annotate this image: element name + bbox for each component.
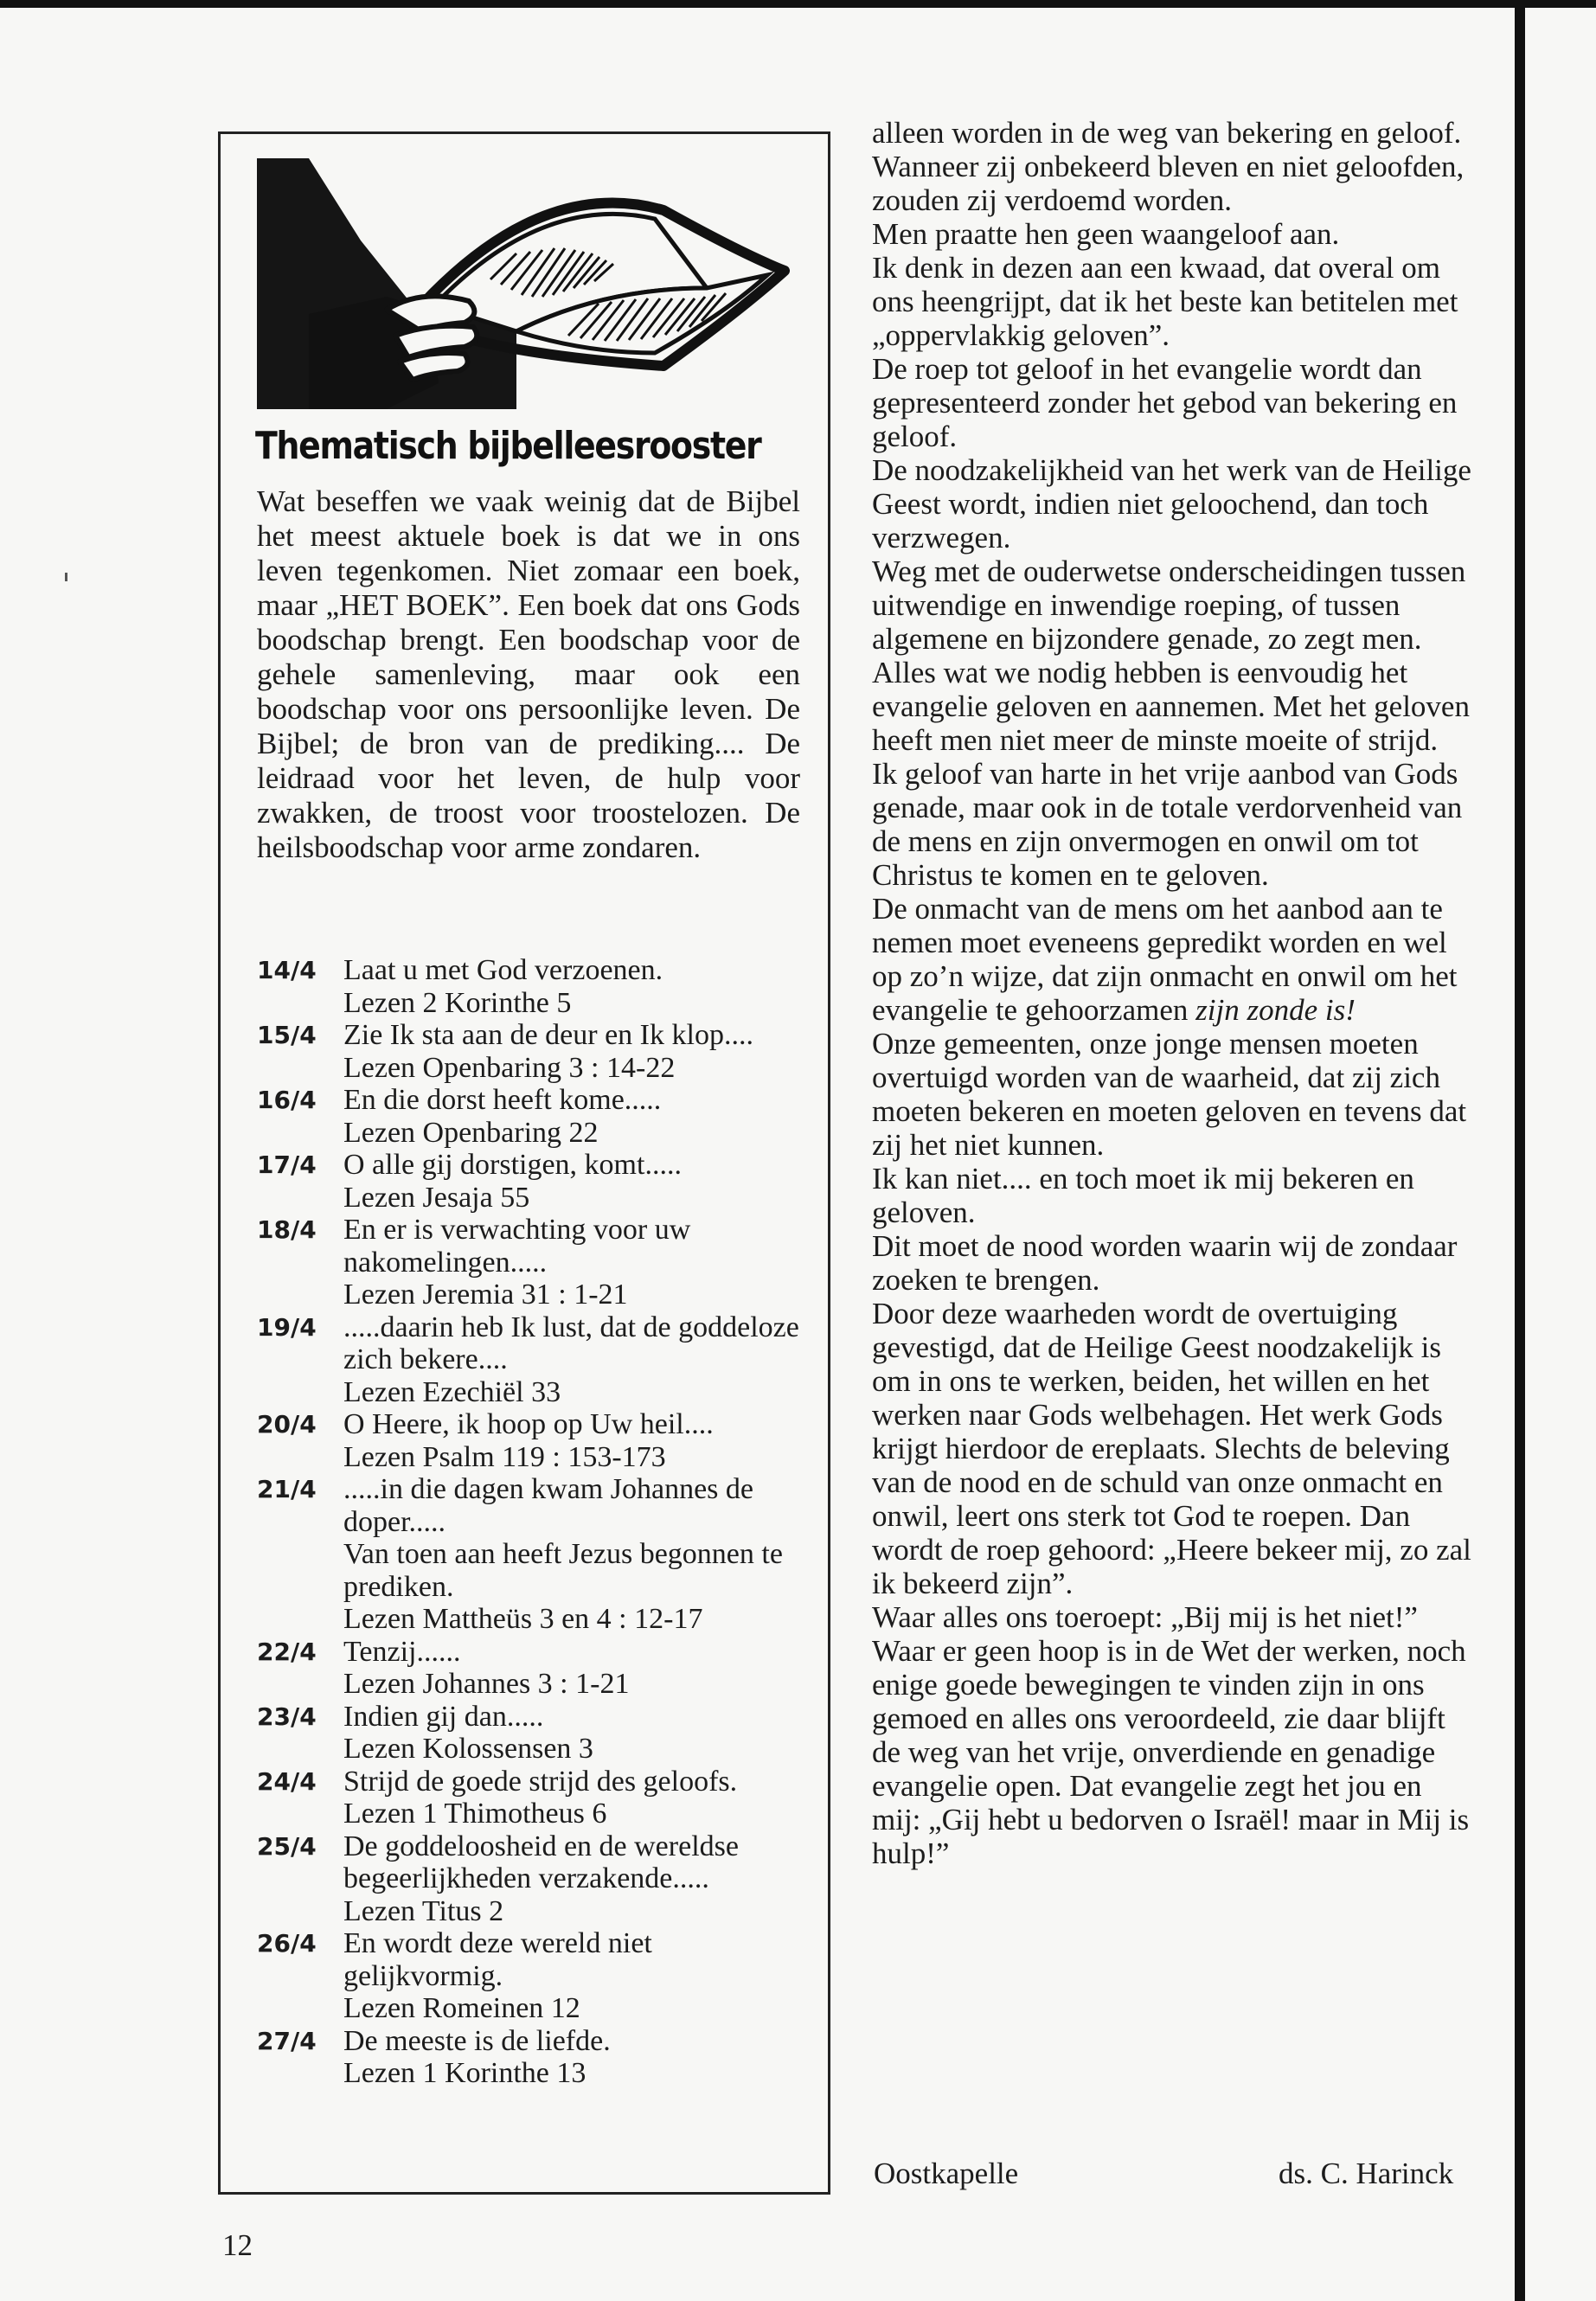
- schedule-text: .....daarin heb Ik lust, dat de goddeloze zich bekere....: [343, 1311, 799, 1375]
- hand-holding-open-bible-icon: [257, 158, 795, 409]
- schedule-date: 21/4: [257, 1475, 317, 1503]
- schedule-entry: [257, 1636, 802, 1701]
- article-paragraph: Weg met de ouderwetse onderscheidingen tussen uitwendige en inwendige roeping, of tussen algemene en bijzondere genade, zo zegt men. Alles wat we nodig hebben is eenvoudig het evangelie geloven en aannemen. Met het geloven heeft men niet meer de minste moeite of strijd.: [872, 554, 1470, 757]
- top-rule: [0, 0, 1596, 8]
- schedule-date: 24/4: [257, 1766, 317, 1796]
- schedule-entry: [257, 1019, 802, 1084]
- schedule-text: De meeste is de liefde.: [343, 2024, 611, 2057]
- schedule-reading: Lezen 1 Thimotheus 6: [343, 1798, 607, 1830]
- schedule-entry: [257, 1311, 802, 1409]
- scan-speck: [65, 573, 67, 581]
- article-column: [872, 116, 1477, 1870]
- schedule-date: 25/4: [257, 1831, 317, 1861]
- schedule-entry: [257, 1766, 802, 1830]
- schedule-text: Laat u met God verzoenen.: [343, 954, 663, 986]
- emphasis-text: zijn zonde is!: [1195, 993, 1356, 1027]
- schedule-text: Van toen aan heeft Jezus begonnen te prediken.: [343, 1538, 783, 1603]
- bible-reading-schedule-box: [218, 131, 830, 2195]
- schedule-text: De goddeloosheid en de wereldse begeerlijkheden verzakende.....: [343, 1830, 739, 1894]
- article-paragraph: Ik kan niet.... en toch moet ik mij bekeren en geloven.: [872, 1162, 1414, 1229]
- schedule-entry: [257, 1701, 802, 1766]
- page-number: 12: [222, 2228, 253, 2262]
- reading-schedule: [257, 954, 802, 2090]
- schedule-date: 22/4: [257, 1637, 317, 1666]
- schedule-entry: [257, 1830, 802, 1928]
- place-signature: Oostkapelle: [874, 2157, 1019, 2190]
- schedule-reading: Lezen Kolossensen 3: [343, 1733, 593, 1765]
- schedule-reading: Lezen Openbaring 22: [343, 1116, 599, 1149]
- box-title: Thematisch bijbelleesrooster: [255, 424, 761, 468]
- schedule-text: O Heere, ik hoop op Uw heil....: [343, 1408, 714, 1440]
- author-signature: ds. C. Harinck: [1279, 2157, 1454, 2190]
- schedule-reading: Lezen 2 Korinthe 5: [343, 986, 572, 1019]
- schedule-reading: Lezen 1 Korinthe 13: [343, 2057, 586, 2089]
- schedule-date: 18/4: [257, 1215, 317, 1244]
- schedule-text: En wordt deze wereld niet gelijkvormig.: [343, 1927, 652, 1992]
- schedule-text: .....in die dagen kwam Johannes de doper.....: [343, 1473, 753, 1538]
- article-paragraph: Waar alles ons toeroept: „Bij mij is het niet!” Waar er geen hoop is in de Wet der werken, noch enige goede bewegingen te vinden zijn in ons gemoed en alles ons veroordeeld, zie daar blijft de weg van het vrije, onverdiende en genadige evangelie open. Dat evangelie zegt het jou en mij: „Gij hebt u bedorven o Israël! maar in Mij is hulp!”: [872, 1600, 1470, 1870]
- schedule-date: 14/4: [257, 956, 317, 984]
- schedule-reading: Lezen Psalm 119 : 153-173: [343, 1440, 666, 1473]
- schedule-date: 19/4: [257, 1312, 317, 1342]
- schedule-entry: [257, 954, 802, 1019]
- schedule-entry: [257, 1214, 802, 1311]
- schedule-text: O alle gij dorstigen, komt.....: [343, 1149, 682, 1181]
- schedule-entry: [257, 1473, 802, 1636]
- article-text: De onmacht van de mens om het aanbod aan te nemen moet eveneens gepredikt worden en wel op zo’n wijze, dat zijn onmacht en onwil om het evangelie te gehoorzamen: [872, 892, 1458, 1027]
- schedule-reading: Lezen Johannes 3 : 1-21: [343, 1668, 630, 1700]
- schedule-text: Strijd de goede strijd des geloofs.: [343, 1765, 738, 1798]
- schedule-reading: Lezen Titus 2: [343, 1894, 504, 1927]
- schedule-date: 26/4: [257, 1929, 317, 1958]
- schedule-date: 27/4: [257, 2026, 317, 2055]
- intro-paragraph: Wat beseffen we vaak weinig dat de Bijbel het meest aktuele boek is dat we in ons leven tegenkomen. Niet zomaar een boek, maar „HET BOEK”. Een boek dat ons Gods boodschap brengt. Een boodschap voor de gehele samenleving, maar ook een boodschap voor ons persoonlijke leven. De Bijbel; de bron van de prediking.... De leidraad voor het leven, de hulp voor zwakken, de troost voor troostelozen. De heilsboodschap voor arme zondaren.: [257, 484, 800, 864]
- schedule-entry: [257, 1084, 802, 1149]
- schedule-reading: Lezen Ezechiël 33: [343, 1375, 561, 1408]
- schedule-text: Indien gij dan.....: [343, 1700, 544, 1733]
- schedule-reading: Lezen Mattheüs 3 en 4 : 12-17: [343, 1603, 703, 1635]
- schedule-entry: [257, 1408, 802, 1473]
- right-page-edge: [1515, 0, 1525, 2301]
- schedule-text: En die dorst heeft kome.....: [343, 1084, 662, 1116]
- schedule-text: Zie Ik sta aan de deur en Ik klop....: [343, 1019, 753, 1051]
- article-paragraph: alleen worden in de weg van bekering en geloof. Wanneer zij onbekeerd bleven en niet geloofden, zouden zij verdoemd worden.: [872, 116, 1465, 217]
- article-paragraph: Dit moet de nood worden waarin wij de zondaar zoeken te brengen.: [872, 1229, 1458, 1297]
- article-paragraph: Ik geloof van harte in het vrije aanbod van Gods genade, maar ook in de totale verdorvenheid van de mens en zijn onvermogen en onwil om tot Christus te komen en te geloven.: [872, 757, 1463, 892]
- schedule-date: 16/4: [257, 1086, 317, 1114]
- schedule-reading: Lezen Jeremia 31 : 1-21: [343, 1279, 628, 1311]
- schedule-text: En er is verwachting voor uw nakomelingen.....: [343, 1214, 691, 1279]
- schedule-date: 20/4: [257, 1410, 317, 1439]
- article-paragraph: Ik denk in dezen aan een kwaad, dat overal om ons heengrijpt, dat ik het beste kan betitelen met „oppervlakkig geloven”.: [872, 251, 1458, 352]
- article-paragraph: [872, 892, 1477, 1027]
- schedule-date: 23/4: [257, 1702, 317, 1731]
- schedule-reading: Lezen Jesaja 55: [343, 1181, 530, 1214]
- article-paragraph: De roep tot geloof in het evangelie wordt dan gepresenteerd zonder het gebod van bekering en geloof.: [872, 352, 1458, 453]
- schedule-reading: Lezen Romeinen 12: [343, 1992, 580, 2024]
- schedule-entry: [257, 2025, 802, 2090]
- schedule-date: 15/4: [257, 1021, 317, 1049]
- schedule-reading: Lezen Openbaring 3 : 14-22: [343, 1051, 676, 1084]
- schedule-text: Tenzij......: [343, 1635, 461, 1668]
- schedule-date: 17/4: [257, 1150, 317, 1179]
- schedule-entry: [257, 1927, 802, 2025]
- article-paragraph: Men praatte hen geen waangeloof aan.: [872, 217, 1340, 251]
- schedule-entry: [257, 1149, 802, 1214]
- article-paragraph: Door deze waarheden wordt de overtuiging gevestigd, dat de Heilige Geest noodzakelijk is om in ons te werken, beiden, het willen en het werken naar Gods welbehagen. Het werk Gods krijgt hierdoor de ereplaats. Slechts de beleving van de nood en de schuld van onze onmacht en onwil, leert ons sterk tot God te roepen. Dan wordt de roep gehoord: „Heere bekeer mij, zo zal ik bekeerd zijn”.: [872, 1297, 1471, 1600]
- article-paragraph: De noodzakelijkheid van het werk van de Heilige Geest wordt, indien niet geloochend, dan toch verzwegen.: [872, 453, 1471, 554]
- article-paragraph: Onze gemeenten, onze jonge mensen moeten overtuigd worden van de waarheid, dat zij zich moeten bekeren en moeten geloven en tevens dat zij het niet kunnen.: [872, 1027, 1467, 1162]
